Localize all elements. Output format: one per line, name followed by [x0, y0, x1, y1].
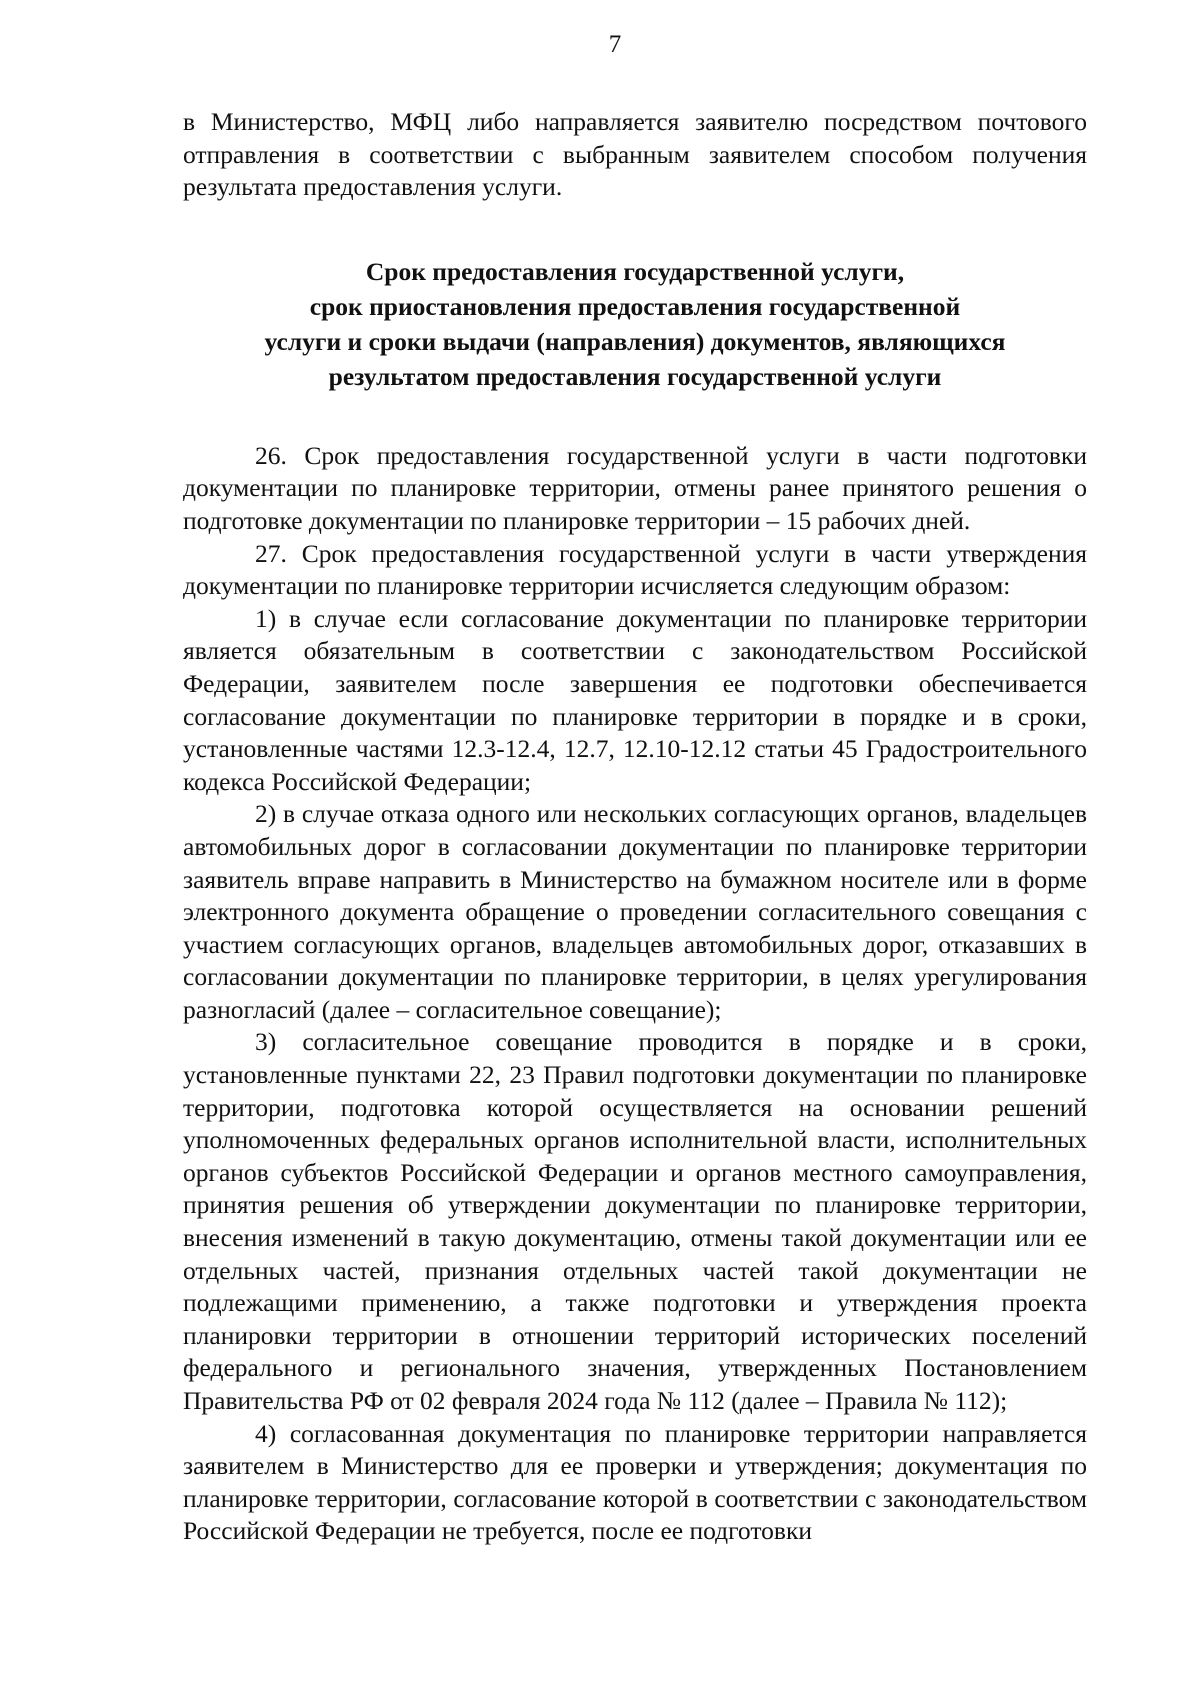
section-heading-line: срок приостановления предоставления государственной [309, 291, 961, 321]
page-number: 7 [608, 31, 622, 58]
list-item-1: 1) в случае если согласование документации по планировке территории является обязательным в соответствии с законодательством Российской Федерации, заявителем после завершения ее подготовки обеспечивается согласование документации по планировке территории в порядке и в сроки, установленные частями 12.3-12.4, 12.7, 12.10-12.12 статьи 45 Градостроительного кодекса Российской Федерации; [183, 603, 1087, 796]
document-body [183, 106, 1087, 1548]
paragraph-26: 26. Срок предоставления государственной услуги в части подготовки документации по планировке территории, отмены ранее принятого решения о подготовке документации по планировке территории – 15 рабочих дней. [183, 440, 1087, 535]
section-heading-line: Срок предоставления государственной услуги, [365, 256, 905, 286]
section-heading [183, 254, 1087, 394]
paragraph-27: 27. Срок предоставления государственной услуги в части утверждения документации по планировке территории исчисляется следующим образом: [183, 538, 1087, 601]
section-heading-line: услуги и сроки выдачи (направления) документов, являющихся [264, 326, 1006, 356]
list-item-3: 3) согласительное совещание проводится в порядке и в сроки, установленные пунктами 22, 23 Правил подготовки документации по планировке территории, подготовка которой осуществляется на основании решений уполномоченных федеральных органов исполнительной власти, исполнительных органов субъектов Российской Федерации и органов местного самоуправления, принятия решения об утверждении документации по планировке территории, внесения изменений в такую документацию, отмены такой документации или ее отдельных частей, признания отдельных частей такой документации не подлежащими применению, а также подготовки и утверждения проекта планировки территории в отношении территорий исторических поселений федерального и регионального значения, утвержденных Постановлением Правительства РФ от 02 февраля 2024 года № 112 (далее – Правила № 112); [183, 1027, 1087, 1415]
section-heading-line: результатом предоставления государственной услуги [328, 361, 942, 391]
list-item-4: 4) согласованная документация по планировке территории направляется заявителем в Министерство для ее проверки и утверждения; документация по планировке территории, согласование которой в соответствии с законодательством Российской Федерации не требуется, после ее подготовки [183, 1418, 1087, 1546]
list-item-2: 2) в случае отказа одного или нескольких согласующих органов, владельцев автомобильных дорог в согласовании документации по планировке территории заявитель вправе направить в Министерство на бумажном носителе или в форме электронного документа обращение о проведении согласительного совещания с участием согласующих органов, владельцев автомобильных дорог, отказавших в согласовании документации по планировке территории, в целях урегулирования разногласий (далее – согласительное совещание); [183, 799, 1087, 1024]
intro-paragraph: в Министерство, МФЦ либо направляется заявителю посредством почтового отправления в соответствии с выбранным заявителем способом получения результата предоставления услуги. [183, 107, 1087, 202]
